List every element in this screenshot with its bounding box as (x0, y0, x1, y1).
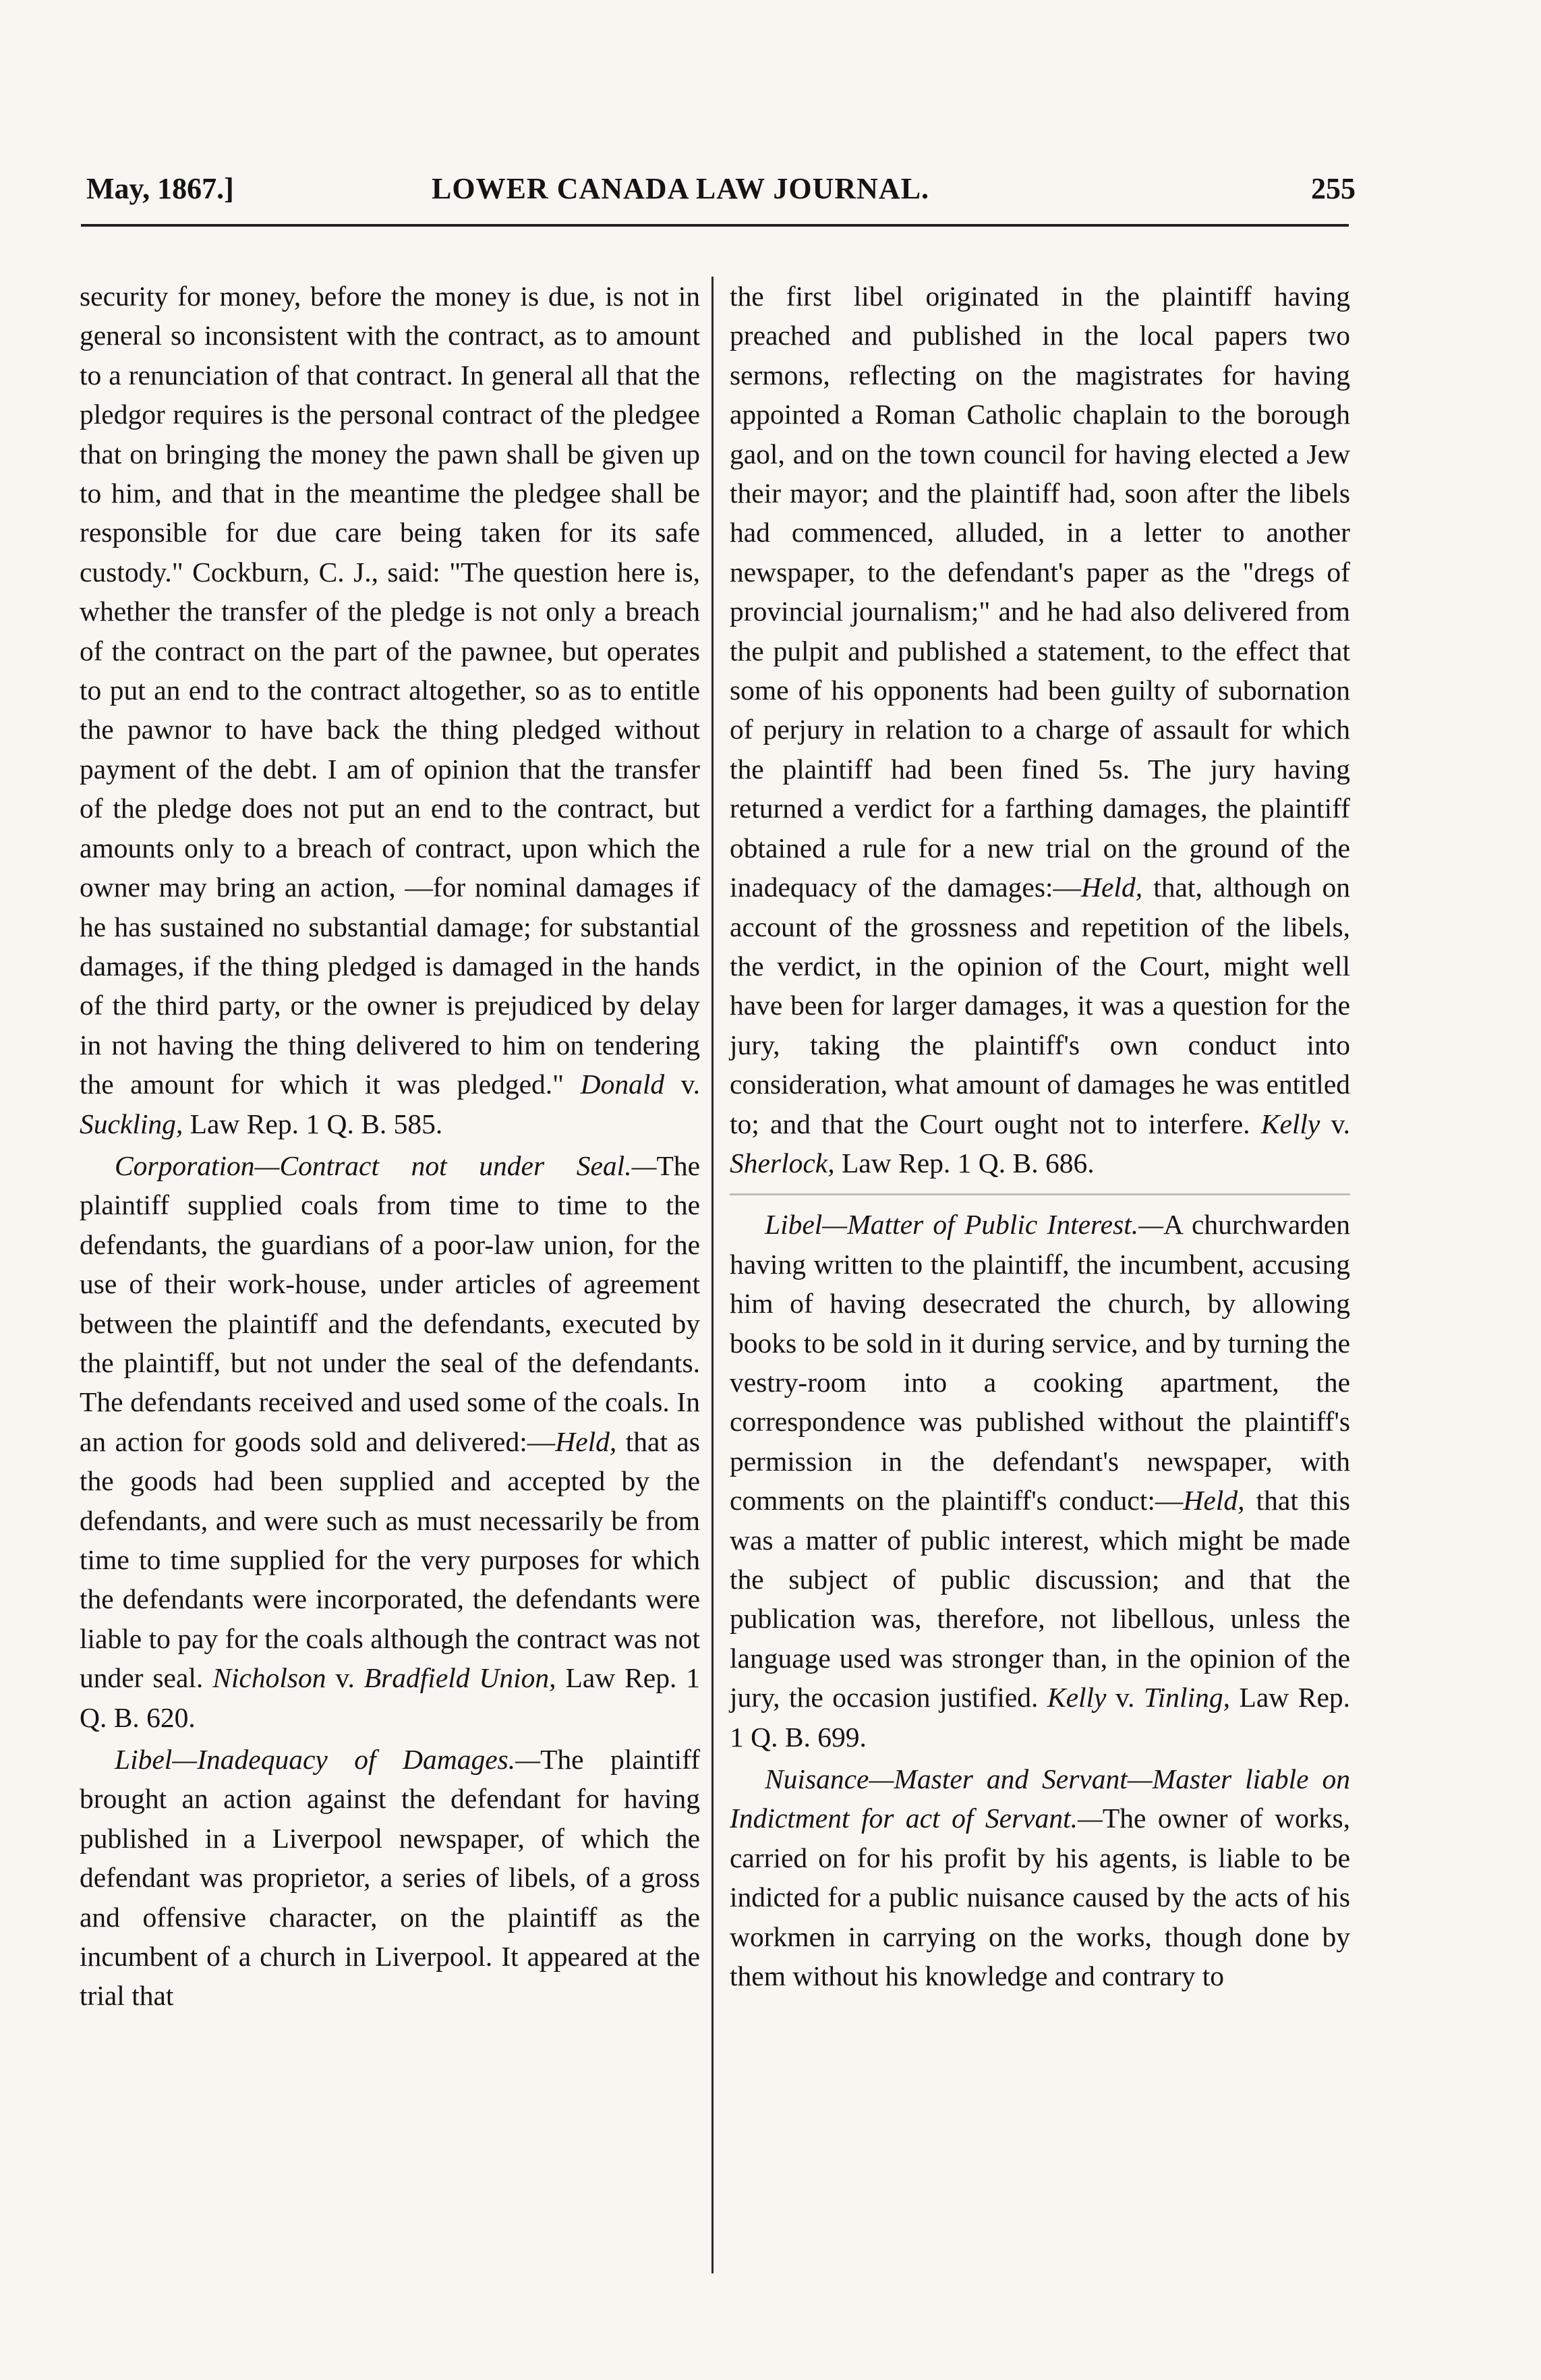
held-label: Held, (555, 1425, 617, 1457)
paragraph-text: The owner of works, carried on for his profit by his agents, is liable to be indicted for a public nuisance caused by the acts of his workmen in carrying on the works, though done by them without his knowledge and contrary to (730, 1803, 1350, 1992)
right-paragraph-1 (730, 277, 1350, 1183)
citation: Law Rep. 1 Q. B. 585. (183, 1108, 443, 1139)
case-name: Sherlock, (730, 1147, 835, 1179)
versus-text: v. (664, 1069, 700, 1100)
page-number: 255 (1311, 172, 1356, 205)
right-paragraph-3 (730, 1759, 1350, 1995)
case-name: Nicholson (212, 1662, 326, 1694)
citation: Law Rep. 1 Q. B. 686. (834, 1147, 1095, 1179)
citation: Law Rep. 1 Q. B. 699. (730, 1682, 1350, 1753)
paragraph-text: A churchwarden having written to the plaintiff, the incumbent, accusing him of having desecrated the church, by allowing books to be sold in it during service, and by turning the vestry-room into a cooking apartment, the correspondence was published without the plaintiff's permission in the defendant's newspaper, with comments on the plaintiff's conduct:— (730, 1209, 1350, 1517)
left-paragraph-1 (80, 277, 700, 1143)
case-name: Bradfield Union, (364, 1662, 556, 1694)
journal-title: LOWER CANADA LAW JOURNAL. (432, 172, 930, 205)
versus-text: v. (1320, 1108, 1350, 1139)
paragraph-text: that as the goods had been supplied and accepted by the defendants, and were such as must necessarily be from time to time supplied for the very purposes for which the defendants were incorporated, the defendants were liable to pay for the coals although the contract was not under seal. (80, 1425, 700, 1694)
versus-text: v. (1106, 1682, 1144, 1713)
section-heading: Libel—Matter of Public Interest.— (765, 1209, 1164, 1241)
held-label: Held, (1081, 872, 1143, 903)
versus-text: v. (326, 1662, 364, 1694)
case-name: Kelly (1047, 1682, 1107, 1713)
left-paragraph-3 (80, 1740, 700, 2016)
section-heading: Nuisance—Master and Servant—Master liable on Indictment for act of Servant.— (730, 1763, 1350, 1834)
header-date: May, 1867.] (86, 172, 234, 205)
paragraph-text: that, although on account of the grossness and repetition of the libels, the verdict, in the opinion of the Court, might well have been for larger damages, it was a question for the jury, taking the plaintiff's own conduct into consideration, what amount of damages he was entitled to; and that the Court ought not to interfere. (730, 872, 1350, 1139)
paragraph-text: that this was a matter of public interest, which might be made the subject of public discussion; and that the publication was, therefore, not libellous, unless the language used was stronger than, in the opinion of the jury, the occasion justified. (730, 1485, 1350, 1713)
right-column (730, 277, 1350, 1995)
case-name: Tinling, (1143, 1682, 1230, 1713)
column-divider (711, 277, 714, 2273)
case-name: Suckling, (80, 1108, 183, 1139)
paragraph-text: security for money, before the money is due, is not in general so inconsistent with the contract, as to amount to a renunciation of that contract. In general all that the pledgor requires is the personal contract of the pledgee that on bringing the money the pawn shall be given up to him, and that in the meantime the pledgee shall be responsible for due care being taken for its safe custody." Cockburn, C. J., said: "The question here is, whether the transfer of the pledge is not only a breach of the contract on the part of the pawnee, but operates to put an end to the contract altogether, so as to entitle the pawnor to have back the thing pledged without payment of the debt. I am of opinion that the transfer of the pledge does not put an end to the contract, but amounts only to a breach of contract, upon which the owner may bring an action, —for nominal damages if he has sustained no substantial damage; for substantial damages, if the thing pledged is damaged in the hands of the third party, or the owner is prejudiced by delay in not having the thing delivered to him on tendering the amount for which it was pledged." (80, 281, 700, 1100)
section-heading: Corporation—Contract not under Seal.— (115, 1150, 657, 1181)
case-name: Donald (580, 1069, 665, 1100)
right-paragraph-2 (730, 1205, 1350, 1757)
running-header (67, 162, 1356, 209)
left-column (80, 277, 700, 2016)
paragraph-text: The plaintiff brought an action against the defendant for having published in a Liverpool newspaper, of which the defendant was proprietor, a series of libels, of a gross and offensive character, on the plaintiff as the incumbent of a church in Liverpool. It appeared at the trial that (80, 1744, 700, 2012)
left-paragraph-2 (80, 1146, 700, 1737)
paragraph-separator (730, 1193, 1350, 1195)
paragraph-text: The plaintiff supplied coals from time to time to the defendants, the guardians of a poor-law union, for the use of their work-house, under articles of agreement between the plaintiff and the defendants, executed by the plaintiff, but not under the seal of the defendants. The defendants received and used some of the coals. In an action for goods sold and delivered:— (80, 1150, 700, 1457)
citation: Law Rep. 1 Q. B. 620. (80, 1662, 700, 1733)
case-name: Kelly (1260, 1108, 1320, 1139)
journal-page (67, 162, 1356, 2280)
held-label: Held, (1183, 1485, 1245, 1517)
paragraph-text: the first libel originated in the plaintiff having preached and published in the local papers two sermons, reflecting on the magistrates for having appointed a Roman Catholic chaplain to the borough gaol, and on the town council for having elected a Jew their mayor; and the plaintiff had, soon after the libels had commenced, alluded, in a letter to another newspaper, to the defendant's paper as the "dregs of provincial journalism;" and he had also delivered from the pulpit and published a statement, to the effect that some of his opponents had been guilty of subornation of perjury in relation to a charge of assault for which the plaintiff had been fined 5s. The jury having returned a verdict for a farthing damages, the plaintiff obtained a rule for a new trial on the ground of the inadequacy of the damages:— (730, 281, 1350, 903)
section-heading: Libel—Inadequacy of Damages.— (115, 1744, 541, 1776)
header-rule (81, 224, 1349, 227)
